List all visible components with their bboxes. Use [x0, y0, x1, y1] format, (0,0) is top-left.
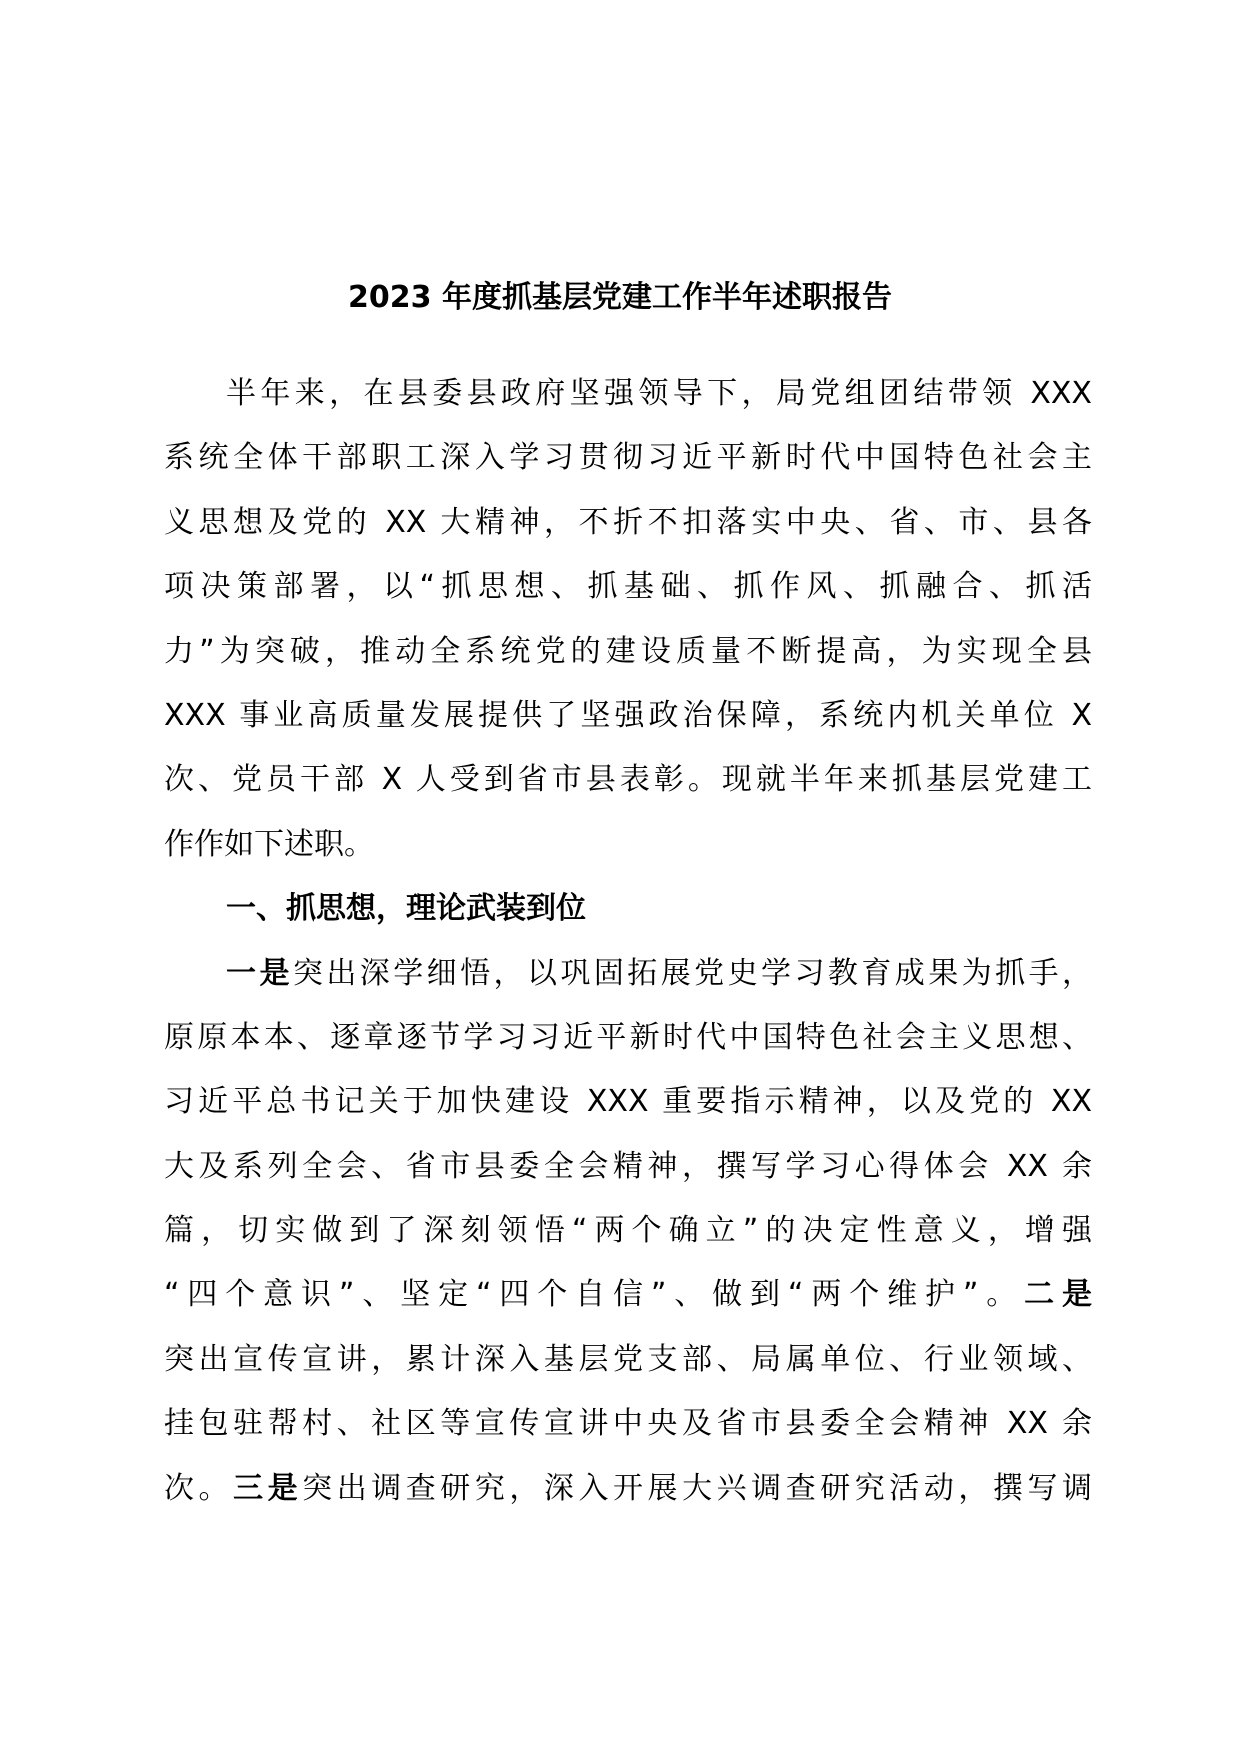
text-segment: 突出宣传宣讲，累计深入基层党支部、局属单位、行业领域、 [164, 1341, 1092, 1377]
text-line [164, 1336, 1092, 1400]
bold-text: 一是 [226, 955, 293, 991]
text-line [164, 1465, 1092, 1529]
text-segment: XXX 事业高质量发展提供了坚强政治保障，系统内机关单位 X [164, 697, 1092, 733]
text-line [164, 1143, 1092, 1207]
text-segment: 习近平总书记关于加快建设 XXX 重要指示精神，以及党的 XX [164, 1084, 1092, 1120]
document-title: 2023 年度抓基层党建工作半年述职报告 [348, 280, 892, 315]
text-line [164, 756, 1092, 820]
text-line [164, 1207, 1092, 1271]
text-line [164, 950, 1092, 1014]
text-segment: 大及系列全会、省市县委全会精神，撰写学习心得体会 XX 余 [164, 1148, 1092, 1184]
text-segment: 半年来，在县委县政府坚强领导下，局党组团结带领 XXX [226, 376, 1092, 411]
text-line [164, 499, 1092, 563]
text-segment: 义思想及党的 XX 大精神，不折不扣落实中央、省、市、县各 [164, 504, 1092, 540]
text-segment: 突出调查研究，深入开展大兴调查研究活动，撰写调 [302, 1470, 1093, 1506]
text-segment: 突出深学细悟，以巩固拓展党史学习教育成果为抓手， [292, 955, 1093, 991]
text-line [164, 1400, 1092, 1464]
text-segment: 作作如下述职。 [164, 826, 374, 862]
bold-text: 二是 [1024, 1277, 1092, 1313]
text-line [164, 692, 1092, 756]
text-line [164, 563, 1092, 627]
text-segment: 次、党员干部 X 人受到省市县表彰。现就半年来抓基层党建工 [164, 762, 1092, 798]
bold-text: 一、抓思想，理论武装到位 [226, 891, 586, 927]
document-body [164, 370, 1092, 1529]
text-line [164, 1271, 1092, 1335]
text-line [164, 434, 1092, 498]
text-line [164, 1014, 1092, 1078]
text-segment: 系统全体干部职工深入学习贯彻习近平新时代中国特色社会主 [164, 440, 1092, 476]
section-heading [164, 885, 1092, 949]
text-segment: 原原本本、逐章逐节学习习近平新时代中国特色社会主义思想、 [164, 1019, 1092, 1055]
text-line [164, 628, 1092, 692]
text-segment: 篇，切实做到了深刻领悟“两个确立”的决定性意义，增强 [164, 1213, 1092, 1249]
text-line [164, 821, 1092, 885]
text-segment: 项决策部署，以“抓思想、抓基础、抓作风、抓融合、抓活 [164, 569, 1092, 605]
text-segment: 次。 [164, 1470, 234, 1506]
text-line [164, 370, 1092, 434]
bold-text: 三是 [233, 1470, 303, 1506]
text-segment: 力”为突破，推动全系统党的建设质量不断提高，为实现全县 [164, 633, 1092, 669]
text-segment: “四个意识”、坚定“四个自信”、做到“两个维护”。 [164, 1277, 1025, 1313]
text-segment: 挂包驻帮村、社区等宣传宣讲中央及省市县委全会精神 XX 余 [164, 1406, 1092, 1442]
text-line [164, 1078, 1092, 1142]
